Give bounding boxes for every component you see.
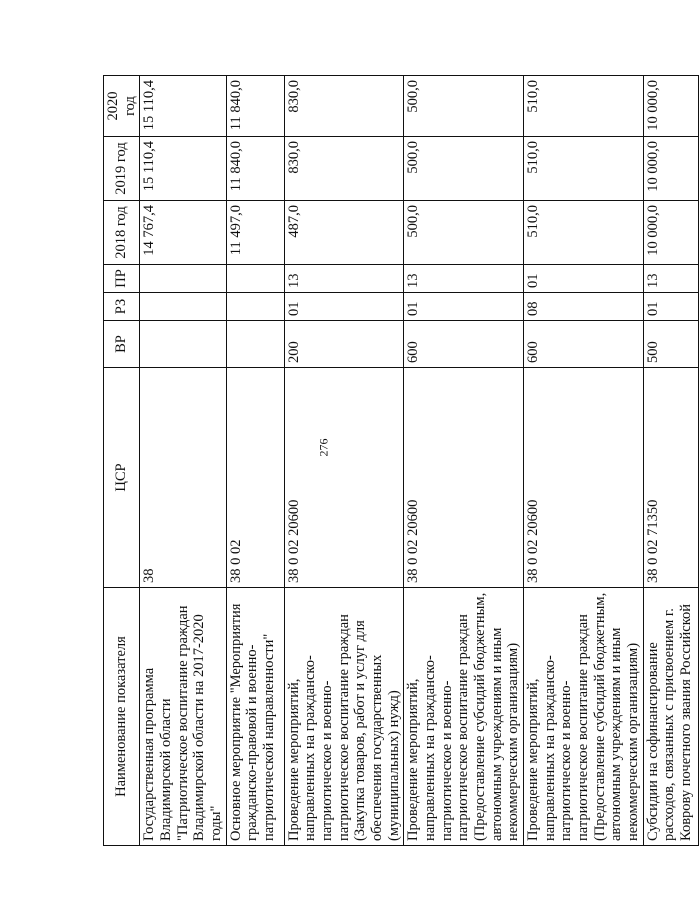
row-2018: 14 767,4 [140, 201, 226, 265]
row-name: Проведение мероприятий, направленных на гражданско-патриотическое и военно-патриотическое воспитание граждан (Предоставление субсидий бюджетным, автономным учреждениям и иным некоммерческим организациям) [404, 588, 524, 846]
row-pr: 13 [643, 265, 698, 293]
row-2018: 11 497,0 [226, 201, 284, 265]
row-2019: 510,0 [524, 137, 644, 201]
row-2020: 10 000,0 [643, 76, 698, 137]
row-pr [226, 265, 284, 293]
row-csr: 38 0 02 [226, 368, 284, 588]
header-pr: ПР [104, 265, 140, 293]
row-2020: 830,0 [284, 76, 404, 137]
header-vr: ВР [104, 321, 140, 368]
row-pr: 13 [404, 265, 524, 293]
header-name: Наименование показателя [104, 588, 140, 846]
row-2019: 15 110,4 [140, 137, 226, 201]
row-2019: 11 840,0 [226, 137, 284, 201]
row-2020: 15 110,4 [140, 76, 226, 137]
row-name: Проведение мероприятий, направленных на гражданско-патриотическое и военно-патриотическое воспитание граждан (Предоставление субсидий бюджетным, автономным учреждениям и иным некоммерческим организациям) [524, 588, 644, 846]
row-rz [226, 293, 284, 321]
row-2018: 487,0 [284, 201, 404, 265]
row-2018: 510,0 [524, 201, 644, 265]
row-pr: 01 [524, 265, 644, 293]
row-csr: 38 0 02 71350 [643, 368, 698, 588]
row-2019: 830,0 [284, 137, 404, 201]
row-name: Проведение мероприятий, направленных на гражданско-патриотическое и военно-патриотическое воспитание граждан (Закупка товаров, работ и услуг для обеспечения государственных (муниципальных) нужд) [284, 588, 404, 846]
row-2019: 10 000,0 [643, 137, 698, 201]
row-rz: 01 [404, 293, 524, 321]
row-2018: 500,0 [404, 201, 524, 265]
row-vr: 200 [284, 321, 404, 368]
row-2020: 510,0 [524, 76, 644, 137]
row-csr: 38 0 02 20600 [404, 368, 524, 588]
row-vr: 600 [524, 321, 644, 368]
header-rz: РЗ [104, 293, 140, 321]
rotated-page-content [103, 76, 695, 846]
row-pr: 13 [284, 265, 404, 293]
row-rz: 08 [524, 293, 644, 321]
table-row [524, 76, 644, 846]
header-csr: ЦСР [104, 368, 140, 588]
row-2020: 500,0 [404, 76, 524, 137]
row-name: Государственная программа Владимирской области "Патриотическое воспитание граждан Владимирской области на 2017-2020 годы" [140, 588, 226, 846]
row-name: Основное мероприятие "Мероприятия гражданско-правовой и военно-патриотической направленности" [226, 588, 284, 846]
row-rz: 01 [643, 293, 698, 321]
row-2019: 500,0 [404, 137, 524, 201]
row-rz [140, 293, 226, 321]
budget-table [103, 75, 699, 846]
row-vr: 500 [643, 321, 698, 368]
header-2019: 2019 год [104, 137, 140, 201]
row-2020: 11 840,0 [226, 76, 284, 137]
row-pr [140, 265, 226, 293]
row-vr [140, 321, 226, 368]
row-csr: 38 0 02 20600 [284, 368, 404, 588]
table-row [226, 76, 284, 846]
row-2018: 10 000,0 [643, 201, 698, 265]
table-row [284, 76, 404, 846]
table-row [643, 76, 698, 846]
row-csr: 38 [140, 368, 226, 588]
table-row [404, 76, 524, 846]
page-number: 276 [316, 438, 331, 457]
table-row [140, 76, 226, 846]
header-2018: 2018 год [104, 201, 140, 265]
header-2020: 2020 год [104, 76, 140, 137]
row-csr: 38 0 02 20600 [524, 368, 644, 588]
row-vr [226, 321, 284, 368]
table-header-row [104, 76, 140, 846]
row-name: Субсидии на софинансирование расходов, связанных с присвоением г. Коврову почетного звания Российской [643, 588, 698, 846]
row-vr: 600 [404, 321, 524, 368]
row-rz: 01 [284, 293, 404, 321]
